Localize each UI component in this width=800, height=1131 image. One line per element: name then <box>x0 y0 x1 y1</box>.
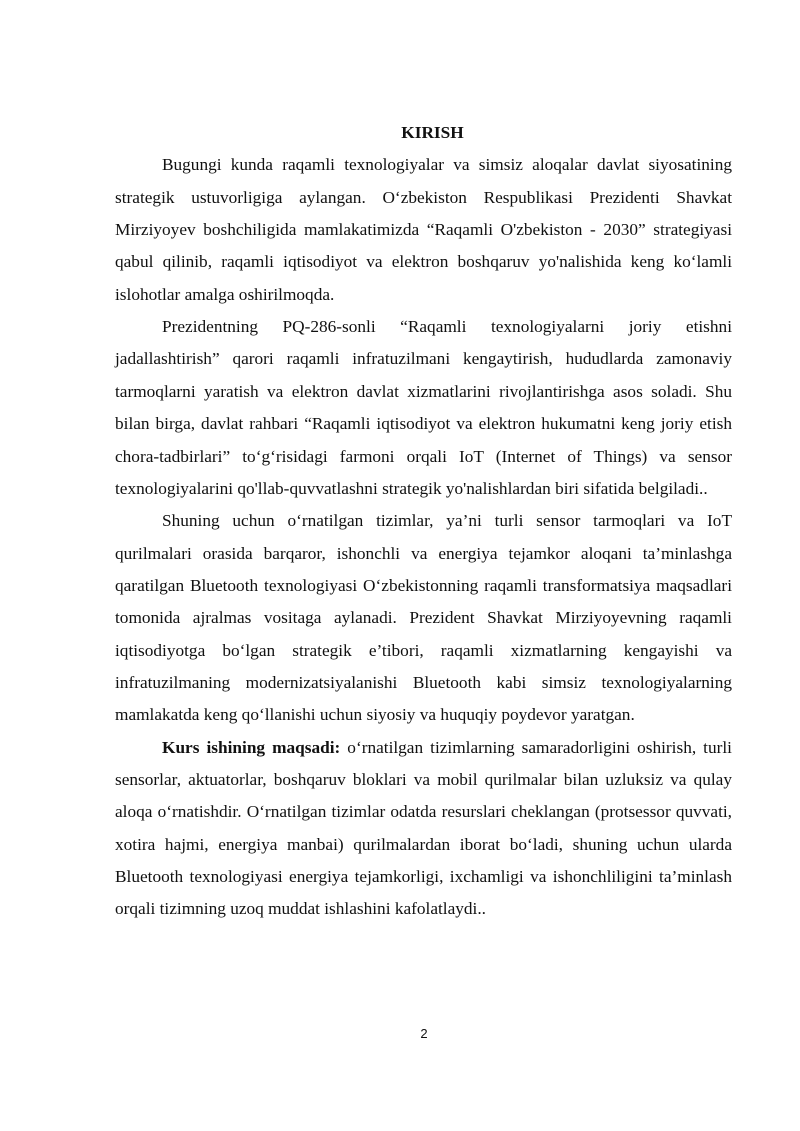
goal-label: Kurs ishining maqsadi: <box>162 737 341 757</box>
goal-text: o‘rnatilgan tizimlarning samaradorligini oshirish, turli sensorlar, aktuatorlar, boshqaruv bloklari va mobil qurilmalar bilan uzluksiz va qulay aloqa o‘rnatishdir. O‘rnatilgan tizimlar odatda resurslari cheklangan (protsessor quvvati, xotira hajmi, energiya manbai) qurilmalardan iborat bo‘ladi, shuning uchun ularda Bluetooth texnologiyasi energiya tejamkorligi, ixchamligi va ishonchliligini ta’minlash orqali tizimning uzoq muddat ishlashini kafolatlaydi.. <box>115 737 732 919</box>
paragraph-goal <box>115 732 732 926</box>
page-content <box>115 117 732 926</box>
section-heading: KIRISH <box>401 123 464 142</box>
paragraph-decree: Prezidentning PQ-286-sonli “Raqamli texnologiyalarni joriy etishni jadallashtirish” qarori raqamli infratuzilmani kengaytirish, hududlarda zamonaviy tarmoqlarni yaratish va elektron davlat xizmatlarini rivojlantirishga asos soladi. Shu bilan birga, davlat rahbari “Raqamli iqtisodiyot va elektron hukumatni keng joriy etish chora-tadbirlari” to‘g‘risidagi farmoni orqali IoT (Internet of Things) va sensor texnologiyalarini qo'llab-quvvatlashni strategik yo'nalishlardan biri sifatida belgiladi.. <box>115 317 732 498</box>
paragraph-bluetooth: Shuning uchun o‘rnatilgan tizimlar, ya’ni turli sensor tarmoqlari va IoT qurilmalari orasida barqaror, ishonchli va energiya tejamkor aloqani ta’minlashga qaratilgan Bluetooth texnologiyasi O‘zbekistonning raqamli transformatsiya maqsadlari tomonida ajralmas vositaga aylanadi. Prezident Shavkat Mirziyoyevning raqamli iqtisodiyotga bo‘lgan strategik e’tibori, raqamli xizmatlarning kengayishi va infratuzilmaning modernizatsiyalanishi Bluetooth kabi simsiz texnologiyalarning mamlakatda keng qo‘llanishi uchun siyosiy va huquqiy poydevor yaratgan. <box>115 511 732 725</box>
paragraph-intro: Bugungi kunda raqamli texnologiyalar va simsiz aloqalar davlat siyosatining strategik ustuvorligiga aylangan. O‘zbekiston Respublikasi Prezidenti Shavkat Mirziyoyev boshchiligida mamlakatimizda “Raqamli O'zbekiston - 2030” strategiyasi qabul qilinib, raqamli iqtisodiyot va elektron boshqaruv yo'nalishida keng ko‘lamli islohotlar amalga oshirilmoqda. <box>115 155 732 304</box>
page-number: 2 <box>420 1026 428 1041</box>
